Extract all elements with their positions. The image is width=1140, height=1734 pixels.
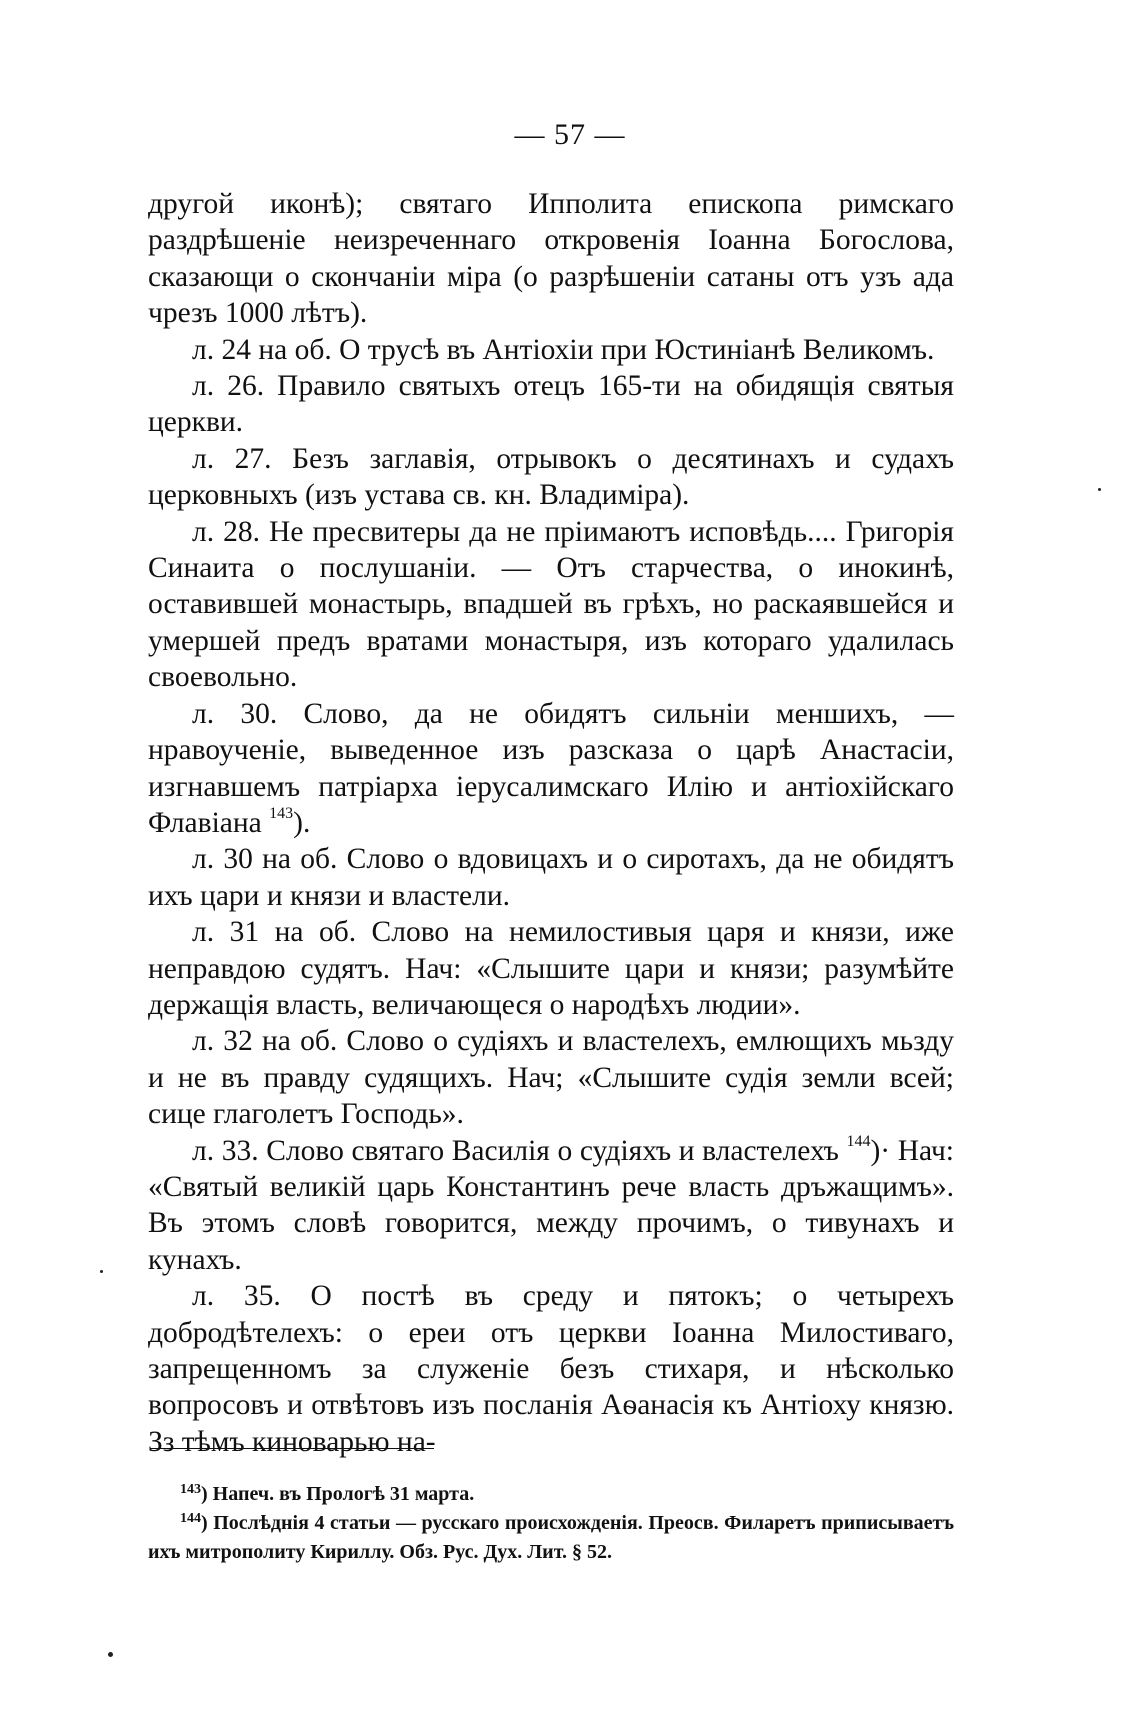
footnote-reference: 144 [846, 1132, 871, 1150]
paragraph-text: л. 33. Слово святаго Василія о судіяхъ и властелехъ [192, 1134, 839, 1167]
paragraph: л. 30 на об. Слово о вдовицахъ и о сиротахъ, да не обидятъ ихъ цари и князи и властели. [148, 843, 954, 912]
paragraph: л. 27. Безъ заглавія, отрывокъ о десятинахъ и судахъ церковныхъ (изъ устава св. кн. Владиміра). [148, 442, 954, 512]
footnote-text: ) Послѣднія 4 статьи — русскаго происхожденія. Преосв. Филаретъ приписываетъ ихъ митрополиту Кириллу. Обз. Рус. Дух. Лит. § 52. [148, 1512, 954, 1563]
paragraph: л. 31 на об. Слово на немилостивыя царя и князи, иже неправдою судятъ. Нач: «Слышите цари и князи; разумѣйте держащія власть, величающеся о народѣхъ людии». [148, 916, 954, 1021]
paragraph: л. 28. Не пресвитеры да не пріимаютъ исповѣдь.... Григорія Синаита о послушаніи. — Отъ старчества, о инокинѣ, оставившей монастырь, впадшей въ грѣхъ, но раскаявшейся и умершей предъ вратами монастыря, изъ котораго удалилась своевольно. [148, 515, 954, 694]
page-number: — 57 — [514, 118, 626, 151]
paragraph: другой иконѣ); святаго Ипполита епископа римскаго раздрѣшеніе неизреченнаго откровенія Іоанна Богослова, сказающи о скончаніи міра (о разрѣшеніи сатаны отъ узъ ада чрезъ 1000 лѣтъ). [148, 188, 954, 330]
paragraph [148, 1133, 954, 1279]
footnote-reference: 143 [269, 804, 294, 822]
footnote-mark: 144 [180, 1511, 201, 1526]
paragraph: л. 24 на об. О трусѣ въ Антіохіи при Юстиніанѣ Великомъ. [192, 333, 935, 366]
footnote [148, 1480, 954, 1509]
footnote [148, 1509, 954, 1567]
footnote-divider [150, 1448, 434, 1449]
paragraph: л. 35. О постѣ въ среду и пятокъ; о четырехъ добродѣтелехъ: о ереи отъ церкви Іоанна Милостиваго, запрещенномъ за служеніе безъ стихаря, и нѣсколько вопросовъ и отвѣтовъ изъ посланія Аѳанасія къ Антіоху князю. Зз тѣмъ киноварью на- [148, 1280, 954, 1458]
paragraph: л. 26. Правило святыхъ отецъ 165-ти на обидящія святыя церкви. [148, 370, 954, 439]
footnote-mark: 143 [180, 1482, 201, 1497]
paragraph: л. 32 на об. Слово о судіяхъ и властелехъ, емлющихъ мьзду и не въ правду судящихъ. Нач; «Слышите судія земли всей; сице глаголетъ Господь». [148, 1025, 954, 1131]
footnotes [148, 1480, 954, 1567]
scan-speck [100, 1270, 103, 1273]
paragraph [148, 696, 954, 842]
body-text [148, 186, 954, 1460]
footnote-text: ) Напеч. въ Прологѣ 31 марта. [201, 1483, 475, 1505]
paragraph-text: ). [293, 806, 311, 839]
paragraph-text: )· Нач: «Святый великій царь Константинъ рече власть дръжащимъ». Въ этомъ словѣ говорится, между прочимъ, о тивунахъ и кунахъ. [148, 1134, 954, 1276]
paragraph-text: л. 30. Слово, да не обидятъ сильніи меншихъ, — нравоученіе, выведенное изъ разсказа о царѣ Анастасіи, изгнавшемъ патріарха іерусалимскаго Илію и антіохійскаго Флавіана [148, 697, 954, 839]
scan-speck [108, 1652, 113, 1657]
scan-speck [1098, 488, 1101, 491]
